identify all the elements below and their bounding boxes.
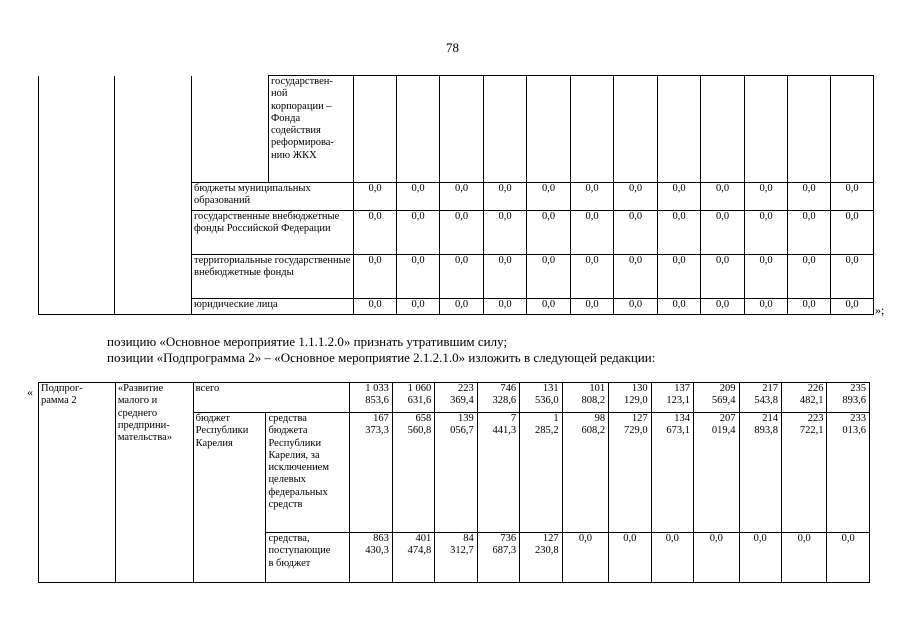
cell-value: 0,0	[788, 211, 831, 255]
table-row	[39, 211, 874, 255]
cell-value: 127 729,0	[609, 413, 651, 533]
cell-value: 0,0	[831, 299, 874, 315]
cell-value: 0,0	[440, 211, 484, 255]
cell-value: 0,0	[658, 255, 701, 299]
cell-value: 0,0	[694, 533, 739, 583]
cell-value: 0,0	[651, 533, 693, 583]
row-label: юридические лица	[192, 299, 354, 315]
cell-value: 746 328,6	[477, 383, 519, 413]
cell-value: 0,0	[614, 183, 658, 211]
row-label: территориальные государственные внебюджетные фонды	[192, 255, 354, 299]
table-row	[39, 76, 874, 183]
cell-value: 0,0	[484, 299, 527, 315]
cell-value: 0,0	[658, 183, 701, 211]
row-label: бюджеты муниципальных образований	[192, 183, 354, 211]
budget-label: бюджет Республики Карелия	[193, 413, 266, 583]
row-label: государственные внебюджетные фонды Российской Федерации	[192, 211, 354, 255]
page-number: 78	[446, 40, 459, 55]
cell-value: 0,0	[571, 299, 614, 315]
cell-value: 0,0	[701, 183, 745, 211]
cell-value: 0,0	[354, 299, 397, 315]
cell-value: 0,0	[527, 255, 571, 299]
cell-value: 658 560,8	[392, 413, 434, 533]
subprogram-table	[38, 382, 870, 583]
cell-value: 223 369,4	[435, 383, 477, 413]
cell-value: 0,0	[745, 255, 788, 299]
table-row	[39, 183, 874, 211]
cell-value: 0,0	[614, 299, 658, 315]
cell-value: 207 019,4	[694, 413, 739, 533]
cell-value: 0,0	[745, 183, 788, 211]
cell-value: 0,0	[571, 255, 614, 299]
cell-value: 137 123,1	[651, 383, 693, 413]
subprogram-name: «Развитие малого и среднего предприни- мательства»	[115, 383, 193, 583]
paragraph-1: позицию «Основное мероприятие 1.1.1.2.0» признать утратившим силу;	[107, 334, 508, 349]
cell-value: 7 441,3	[477, 413, 519, 533]
cell-value: 98 608,2	[562, 413, 609, 533]
table-row	[39, 255, 874, 299]
cell-value: 0,0	[701, 211, 745, 255]
cell-value: 0,0	[658, 211, 701, 255]
cell-value: 0,0	[788, 255, 831, 299]
cell-value: 0,0	[397, 183, 440, 211]
cell-value: 401 474,8	[392, 533, 434, 583]
cell-value: 214 893,8	[739, 413, 781, 533]
cell-value: 223 722,1	[781, 413, 826, 533]
cell-value: 0,0	[527, 211, 571, 255]
cell-value: 1 060 631,6	[392, 383, 434, 413]
cell-value: 0,0	[745, 211, 788, 255]
table-row	[39, 299, 874, 315]
table-row	[39, 383, 870, 413]
cell-value: 0,0	[739, 533, 781, 583]
cell-value: 209 569,4	[694, 383, 739, 413]
cell-value: 130 129,0	[609, 383, 651, 413]
cell-value: 101 808,2	[562, 383, 609, 413]
cell-value: 0,0	[614, 211, 658, 255]
total-label: всего	[193, 383, 350, 413]
cell-value: 0,0	[484, 211, 527, 255]
cell-value: 0,0	[440, 183, 484, 211]
row-label: государствен- ной корпорации – Фонда содействия реформирова- нию ЖКХ	[269, 76, 354, 183]
cell-value: 1 285,2	[520, 413, 562, 533]
cell-value: 0,0	[781, 533, 826, 583]
cell-value: 736 687,3	[477, 533, 519, 583]
cell-value: 0,0	[562, 533, 609, 583]
cell-value: 0,0	[571, 211, 614, 255]
cell-value: 0,0	[788, 299, 831, 315]
cell-value: 0,0	[397, 255, 440, 299]
cell-value: 0,0	[745, 299, 788, 315]
subprogram-code: Подпрог- рамма 2	[39, 383, 116, 583]
cell-value: 0,0	[701, 299, 745, 315]
cell-value: 0,0	[831, 211, 874, 255]
funding-source-label: средства, поступающие в бюджет	[266, 533, 350, 583]
cell-value: 0,0	[527, 299, 571, 315]
cell-value: 0,0	[354, 211, 397, 255]
cell-value: 0,0	[788, 183, 831, 211]
cell-value: 0,0	[609, 533, 651, 583]
cell-value: 226 482,1	[781, 383, 826, 413]
cell-value: 0,0	[397, 211, 440, 255]
cell-value: 0,0	[354, 183, 397, 211]
cell-value: 167 373,3	[350, 413, 392, 533]
cell-value: 0,0	[571, 183, 614, 211]
cell-value: 1 033 853,6	[350, 383, 392, 413]
paragraph-2: позиции «Подпрограмма 2» – «Основное мероприятие 2.1.2.1.0» изложить в следующей редакции:	[107, 350, 656, 365]
cell-value: 0,0	[658, 299, 701, 315]
cell-value: 0,0	[831, 183, 874, 211]
cell-value: 0,0	[527, 183, 571, 211]
cell-value: 139 056,7	[435, 413, 477, 533]
cell-value: 0,0	[831, 255, 874, 299]
cell-value: 0,0	[440, 255, 484, 299]
cell-value: 863 430,3	[350, 533, 392, 583]
cell-value: 0,0	[484, 183, 527, 211]
cell-value: 0,0	[701, 255, 745, 299]
cell-value: 0,0	[484, 255, 527, 299]
funding-source-label: средства бюджета Республики Карелия, за исключением целевых федеральных средств	[266, 413, 350, 533]
opening-quote: «	[27, 385, 33, 399]
funding-table-continued	[38, 75, 874, 315]
cell-value: 0,0	[827, 533, 870, 583]
cell-value: 131 536,0	[520, 383, 562, 413]
cell-value: 84 312,7	[435, 533, 477, 583]
cell-value: 127 230,8	[520, 533, 562, 583]
cell-value: 217 543,8	[739, 383, 781, 413]
cell-value: 0,0	[354, 255, 397, 299]
closing-quote: »;	[875, 303, 885, 317]
cell-value: 0,0	[397, 299, 440, 315]
cell-value: 235 893,6	[827, 383, 870, 413]
cell-value: 134 673,1	[651, 413, 693, 533]
cell-value: 0,0	[614, 255, 658, 299]
cell-value: 233 013,6	[827, 413, 870, 533]
cell-value: 0,0	[440, 299, 484, 315]
